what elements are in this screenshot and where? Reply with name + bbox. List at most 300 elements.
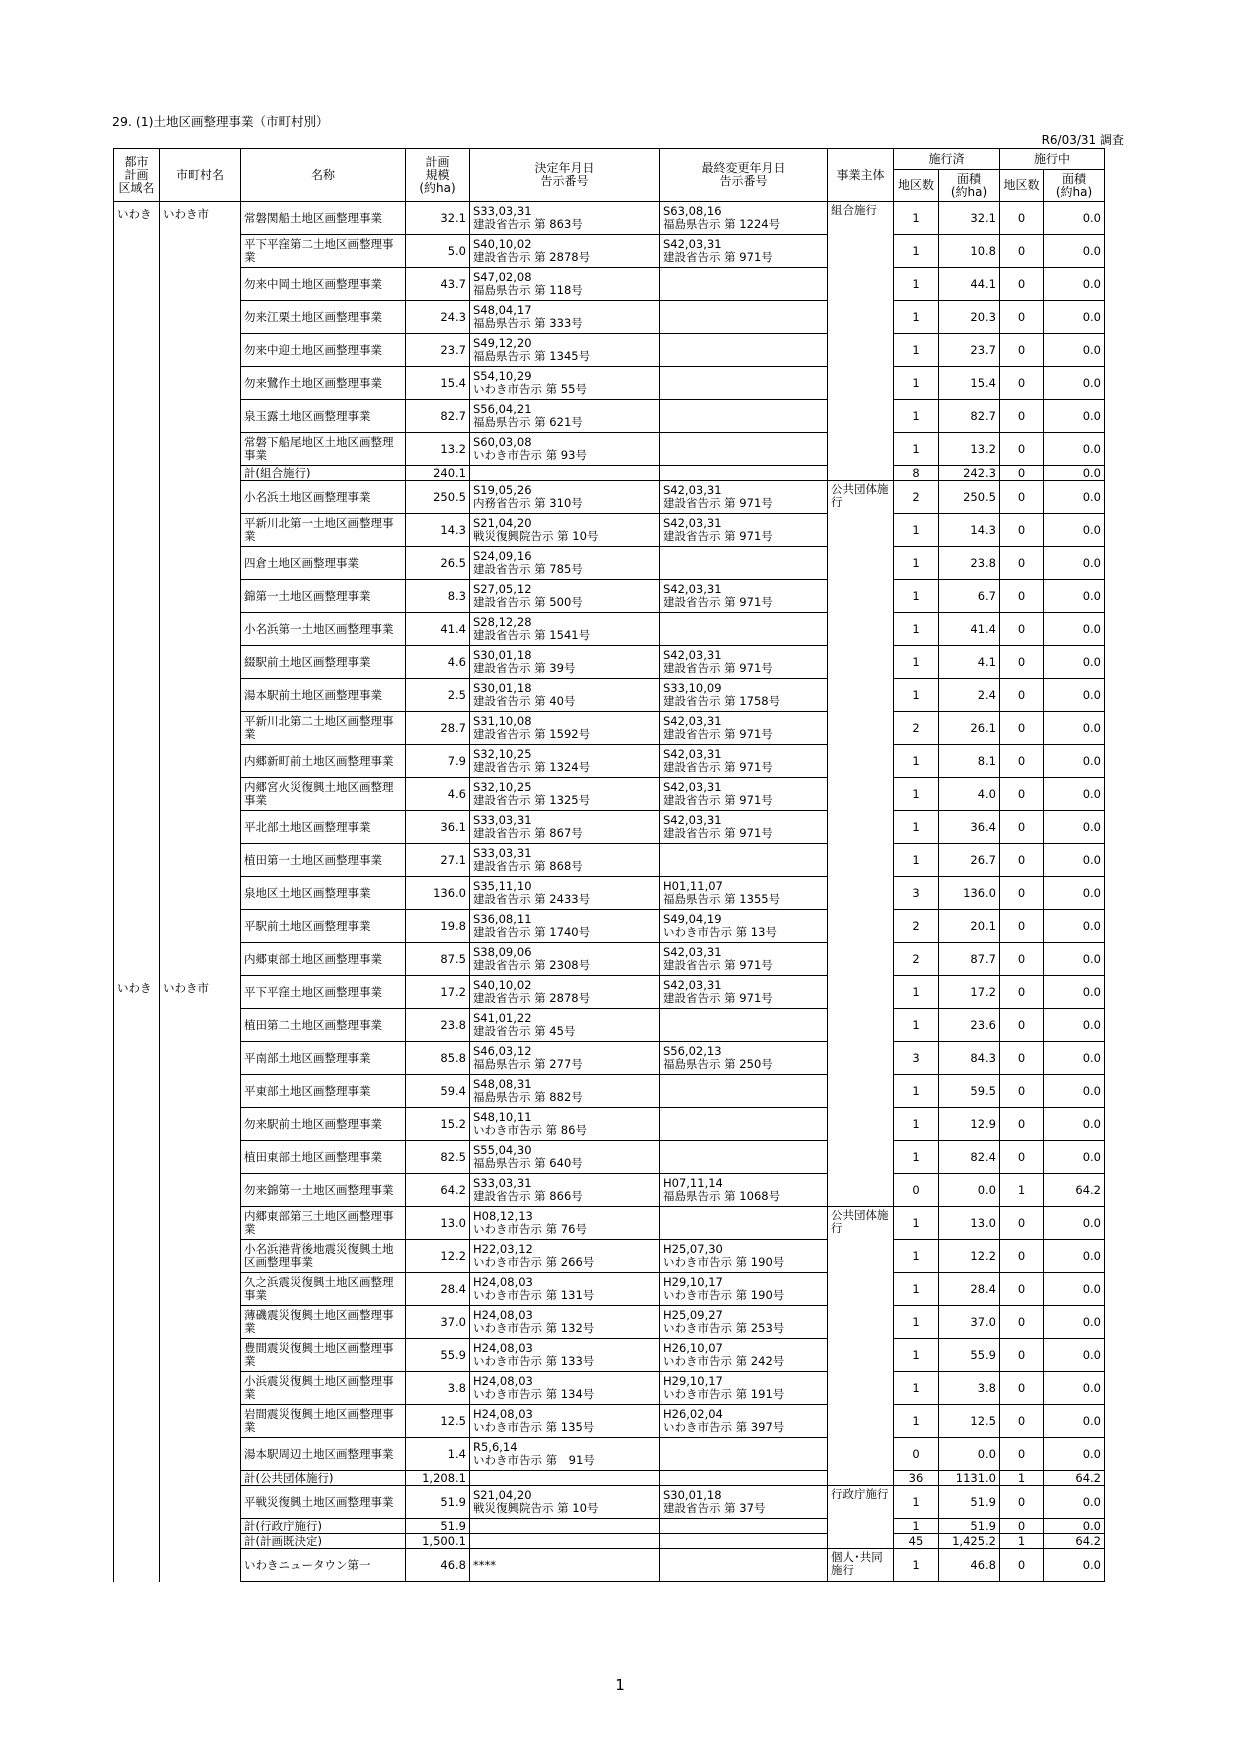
decision-notice: 建設省告示 第 1592号 (473, 727, 591, 741)
last-change-notice: 建設省告示 第 1758号 (663, 694, 781, 708)
done-count: 1 (894, 367, 939, 400)
last-change-notice: 福島県告示 第 1068号 (663, 1189, 781, 1203)
last-change-date: H25,09,27 (663, 1308, 723, 1322)
plan-scale: 55.9 (406, 1339, 470, 1372)
header-done-count: 地区数 (894, 170, 939, 202)
decision-cell (470, 235, 660, 268)
ongoing-count: 0 (1000, 1306, 1044, 1339)
done-area: 23.6 (939, 1009, 1000, 1042)
decision-cell (470, 547, 660, 580)
done-count: 45 (894, 1534, 939, 1549)
done-area: 46.8 (939, 1549, 1000, 1582)
last-change-date: S42,03,31 (663, 945, 722, 959)
decision-notice: 建設省告示 第 868号 (473, 859, 583, 873)
plan-scale: 23.7 (406, 334, 470, 367)
decision-notice: **** (473, 1557, 496, 1572)
table-row (114, 547, 1105, 580)
decision-date: S30,01,18 (473, 648, 532, 662)
decision-notice: 建設省告示 第 866号 (473, 1189, 583, 1203)
decision-notice: いわき市告示 第 266号 (473, 1255, 595, 1269)
decision-cell (470, 778, 660, 811)
decision-notice: 建設省告示 第 45号 (473, 1024, 576, 1038)
last-change-notice: 福島県告示 第 1224号 (663, 217, 781, 231)
done-count: 1 (894, 1207, 939, 1240)
done-count: 1 (894, 679, 939, 712)
decision-cell (470, 976, 660, 1009)
table-row (114, 235, 1105, 268)
project-name: 内郷宮火災復興土地区画整理事業 (241, 778, 406, 811)
last-change-notice: いわき市告示 第 190号 (663, 1255, 785, 1269)
last-change-cell (660, 1141, 828, 1174)
ongoing-area: 0.0 (1044, 433, 1105, 466)
ongoing-area: 0.0 (1044, 1075, 1105, 1108)
last-change-cell (660, 580, 828, 613)
ongoing-area: 0.0 (1044, 844, 1105, 877)
ongoing-count: 0 (1000, 1009, 1044, 1042)
decision-notice: 建設省告示 第 40号 (473, 694, 576, 708)
decision-notice: いわき市告示 第 76号 (473, 1222, 587, 1236)
ongoing-area: 64.2 (1044, 1471, 1105, 1486)
plan-scale: 17.2 (406, 976, 470, 1009)
ongoing-area: 0.0 (1044, 1405, 1105, 1438)
ongoing-area: 0.0 (1044, 235, 1105, 268)
done-count: 1 (894, 547, 939, 580)
done-count: 1 (894, 433, 939, 466)
last-change-cell (660, 1486, 828, 1519)
header-entity: 事業主体 (828, 149, 894, 202)
project-name: 小名浜土地区画整理事業 (241, 481, 406, 514)
project-name: 平駅前土地区画整理事業 (241, 910, 406, 943)
project-name: 計(行政庁施行) (241, 1519, 406, 1534)
decision-cell (470, 1108, 660, 1141)
decision-cell (470, 1339, 660, 1372)
project-name: 泉玉露土地区画整理事業 (241, 400, 406, 433)
decision-notice: 福島県告示 第 333号 (473, 316, 583, 330)
area-cell: いわき (114, 976, 160, 1582)
ongoing-count: 0 (1000, 433, 1044, 466)
decision-cell (470, 580, 660, 613)
done-area: 26.7 (939, 844, 1000, 877)
ongoing-area: 0.0 (1044, 1519, 1105, 1534)
header-last-change: 最終変更年月日 告示番号 (660, 149, 828, 202)
last-change-cell (660, 712, 828, 745)
decision-notice: 建設省告示 第 1325号 (473, 793, 591, 807)
project-name: 泉地区土地区画整理事業 (241, 877, 406, 910)
done-count: 1 (894, 1240, 939, 1273)
area-cell: いわき (114, 202, 160, 976)
ongoing-count: 0 (1000, 1486, 1044, 1519)
decision-date: H08,12,13 (473, 1209, 533, 1223)
plan-scale: 36.1 (406, 811, 470, 844)
plan-scale: 26.5 (406, 547, 470, 580)
decision-date: S60,03,08 (473, 435, 532, 449)
plan-scale: 250.5 (406, 481, 470, 514)
decision-cell (470, 877, 660, 910)
project-name: 内郷新町前土地区画整理事業 (241, 745, 406, 778)
entity-cell: 個人･共同施行 (828, 1549, 894, 1582)
last-change-cell (660, 1438, 828, 1471)
last-change-cell (660, 400, 828, 433)
header-done: 施行済 (894, 149, 1000, 170)
decision-notice: 内務省告示 第 310号 (473, 496, 583, 510)
plan-scale: 4.6 (406, 778, 470, 811)
decision-notice: 建設省告示 第 785号 (473, 562, 583, 576)
table-row (114, 1174, 1105, 1207)
ongoing-area: 0.0 (1044, 745, 1105, 778)
done-area: 17.2 (939, 976, 1000, 1009)
decision-date: H24,08,03 (473, 1374, 533, 1388)
plan-scale: 1,500.1 (406, 1534, 470, 1549)
table-row (114, 514, 1105, 547)
project-name: 平新川北第一土地区画整理事業 (241, 514, 406, 547)
last-change-date: S42,03,31 (663, 813, 722, 827)
decision-cell (470, 433, 660, 466)
decision-cell (470, 1207, 660, 1240)
decision-date: S46,03,12 (473, 1044, 532, 1058)
last-change-cell (660, 367, 828, 400)
project-name: 勿来江栗土地区画整理事業 (241, 301, 406, 334)
last-change-cell (660, 202, 828, 235)
decision-date: H24,08,03 (473, 1308, 533, 1322)
ongoing-area: 0.0 (1044, 1240, 1105, 1273)
decision-cell (470, 844, 660, 877)
decision-cell (470, 334, 660, 367)
decision-cell (470, 466, 660, 481)
decision-notice: いわき市告示 第 91号 (473, 1453, 595, 1467)
decision-cell (470, 613, 660, 646)
done-area: 32.1 (939, 202, 1000, 235)
ongoing-area: 0.0 (1044, 1009, 1105, 1042)
done-count: 36 (894, 1471, 939, 1486)
done-area: 41.4 (939, 613, 1000, 646)
table-row (114, 745, 1105, 778)
decision-date: R5,6,14 (473, 1440, 518, 1454)
table-row (114, 367, 1105, 400)
table-row (114, 466, 1105, 481)
ongoing-area: 0.0 (1044, 1273, 1105, 1306)
land-readjustment-table (113, 148, 1105, 1582)
plan-scale: 1.4 (406, 1438, 470, 1471)
project-name: 常磐下船尾地区土地区画整理事業 (241, 433, 406, 466)
done-area: 44.1 (939, 268, 1000, 301)
ongoing-area: 0.0 (1044, 1549, 1105, 1582)
last-change-notice: 建設省告示 第 971号 (663, 529, 773, 543)
last-change-cell (660, 910, 828, 943)
decision-cell (470, 1306, 660, 1339)
project-name: 計(組合施行) (241, 466, 406, 481)
survey-date: R6/03/31 調査 (1041, 133, 1124, 147)
last-change-notice: 建設省告示 第 37号 (663, 1501, 766, 1515)
done-count: 2 (894, 943, 939, 976)
done-area: 51.9 (939, 1519, 1000, 1534)
table-row (114, 481, 1105, 514)
ongoing-count: 0 (1000, 679, 1044, 712)
plan-scale: 41.4 (406, 613, 470, 646)
project-name: 勿来鷺作土地区画整理事業 (241, 367, 406, 400)
last-change-cell (660, 646, 828, 679)
done-area: 23.8 (939, 547, 1000, 580)
ongoing-area: 0.0 (1044, 877, 1105, 910)
decision-cell (470, 811, 660, 844)
plan-scale: 27.1 (406, 844, 470, 877)
decision-date: S33,03,31 (473, 813, 532, 827)
last-change-cell (660, 1042, 828, 1075)
decision-cell (470, 202, 660, 235)
ongoing-count: 0 (1000, 514, 1044, 547)
project-name: 平東部土地区画整理事業 (241, 1075, 406, 1108)
ongoing-area: 0.0 (1044, 778, 1105, 811)
entity-cell: 公共団体施行 (828, 481, 894, 1207)
project-name: 平下平窪土地区画整理事業 (241, 976, 406, 1009)
decision-date: H24,08,03 (473, 1341, 533, 1355)
last-change-cell (660, 466, 828, 481)
done-area: 0.0 (939, 1438, 1000, 1471)
last-change-cell (660, 844, 828, 877)
done-area: 1131.0 (939, 1471, 1000, 1486)
last-change-cell (660, 1108, 828, 1141)
ongoing-count: 0 (1000, 811, 1044, 844)
table-row (114, 1009, 1105, 1042)
ongoing-count: 0 (1000, 367, 1044, 400)
ongoing-area: 0.0 (1044, 1486, 1105, 1519)
entity-cell: 組合施行 (828, 202, 894, 481)
plan-scale: 12.2 (406, 1240, 470, 1273)
decision-cell (470, 1486, 660, 1519)
done-count: 3 (894, 877, 939, 910)
ongoing-count: 0 (1000, 877, 1044, 910)
last-change-date: H29,10,17 (663, 1275, 723, 1289)
last-change-notice: いわき市告示 第 190号 (663, 1288, 785, 1302)
done-area: 3.8 (939, 1372, 1000, 1405)
done-count: 1 (894, 613, 939, 646)
done-area: 1,425.2 (939, 1534, 1000, 1549)
plan-scale: 28.4 (406, 1273, 470, 1306)
ongoing-area: 0.0 (1044, 679, 1105, 712)
project-name: 湯本駅周辺土地区画整理事業 (241, 1438, 406, 1471)
done-count: 1 (894, 844, 939, 877)
plan-scale: 37.0 (406, 1306, 470, 1339)
ongoing-area: 0.0 (1044, 1306, 1105, 1339)
table-row (114, 679, 1105, 712)
table-row (114, 400, 1105, 433)
decision-cell (470, 1075, 660, 1108)
project-name: 久之浜震災復興土地区画整理事業 (241, 1273, 406, 1306)
last-change-notice: 建設省告示 第 971号 (663, 991, 773, 1005)
last-change-cell (660, 514, 828, 547)
ongoing-count: 0 (1000, 1339, 1044, 1372)
ongoing-count: 0 (1000, 268, 1044, 301)
table-row (114, 910, 1105, 943)
ongoing-area: 0.0 (1044, 976, 1105, 1009)
done-count: 1 (894, 514, 939, 547)
ongoing-area: 0.0 (1044, 1141, 1105, 1174)
plan-scale: 14.3 (406, 514, 470, 547)
decision-cell (470, 1438, 660, 1471)
done-count: 1 (894, 646, 939, 679)
ongoing-area: 0.0 (1044, 1438, 1105, 1471)
done-area: 36.4 (939, 811, 1000, 844)
last-change-cell (660, 1471, 828, 1486)
decision-date: S54,10,29 (473, 369, 532, 383)
header-done-area: 面積 (約ha) (939, 170, 1000, 202)
decision-date: S55,04,30 (473, 1143, 532, 1157)
table-row (114, 844, 1105, 877)
done-area: 10.8 (939, 235, 1000, 268)
ongoing-count: 0 (1000, 745, 1044, 778)
last-change-cell (660, 1009, 828, 1042)
done-count: 1 (894, 1108, 939, 1141)
ongoing-count: 0 (1000, 1042, 1044, 1075)
ongoing-count: 0 (1000, 613, 1044, 646)
last-change-cell (660, 613, 828, 646)
last-change-cell (660, 235, 828, 268)
done-count: 1 (894, 202, 939, 235)
done-count: 1 (894, 745, 939, 778)
ongoing-count: 0 (1000, 646, 1044, 679)
ongoing-count: 0 (1000, 202, 1044, 235)
done-area: 26.1 (939, 712, 1000, 745)
plan-scale: 12.5 (406, 1405, 470, 1438)
last-change-notice: 建設省告示 第 971号 (663, 958, 773, 972)
ongoing-count: 0 (1000, 547, 1044, 580)
decision-date: S40,10,02 (473, 978, 532, 992)
table-row (114, 646, 1105, 679)
project-name: 植田第一土地区画整理事業 (241, 844, 406, 877)
table-row (114, 811, 1105, 844)
done-area: 242.3 (939, 466, 1000, 481)
project-name: 平新川北第二土地区画整理事業 (241, 712, 406, 745)
plan-scale: 13.0 (406, 1207, 470, 1240)
done-area: 8.1 (939, 745, 1000, 778)
table-row (114, 301, 1105, 334)
last-change-cell (660, 1306, 828, 1339)
decision-cell (470, 1471, 660, 1486)
table-row (114, 1372, 1105, 1405)
last-change-cell (660, 268, 828, 301)
decision-notice: 福島県告示 第 277号 (473, 1057, 583, 1071)
ongoing-area: 0.0 (1044, 514, 1105, 547)
city-cell: いわき市 (160, 976, 241, 1582)
ongoing-area: 64.2 (1044, 1174, 1105, 1207)
decision-notice: 福島県告示 第 621号 (473, 415, 583, 429)
last-change-date: S42,03,31 (663, 648, 722, 662)
decision-notice: 福島県告示 第 1345号 (473, 349, 591, 363)
project-name: 計(公共団体施行) (241, 1471, 406, 1486)
last-change-cell (660, 301, 828, 334)
decision-notice: いわき市告示 第 135号 (473, 1420, 595, 1434)
ongoing-area: 0.0 (1044, 268, 1105, 301)
plan-scale: 28.7 (406, 712, 470, 745)
decision-notice: 福島県告示 第 118号 (473, 283, 583, 297)
table-row (114, 1534, 1105, 1549)
header-name: 名称 (241, 149, 406, 202)
done-area: 136.0 (939, 877, 1000, 910)
decision-date: S48,08,31 (473, 1077, 532, 1091)
last-change-notice: 建設省告示 第 971号 (663, 661, 773, 675)
ongoing-count: 0 (1000, 481, 1044, 514)
decision-cell (470, 1273, 660, 1306)
decision-notice: 建設省告示 第 1541号 (473, 628, 591, 642)
last-change-cell (660, 976, 828, 1009)
decision-date: H24,08,03 (473, 1275, 533, 1289)
done-area: 12.9 (939, 1108, 1000, 1141)
ongoing-area: 0.0 (1044, 811, 1105, 844)
done-count: 1 (894, 1273, 939, 1306)
project-name: 平南部土地区画整理事業 (241, 1042, 406, 1075)
ongoing-area: 0.0 (1044, 1372, 1105, 1405)
decision-cell (470, 301, 660, 334)
project-name: 薄磯震災復興土地区画整理事業 (241, 1306, 406, 1339)
ongoing-count: 0 (1000, 1549, 1044, 1582)
done-count: 1 (894, 334, 939, 367)
ongoing-count: 0 (1000, 1108, 1044, 1141)
decision-cell (470, 1141, 660, 1174)
last-change-date: S49,04,19 (663, 912, 722, 926)
done-count: 1 (894, 1339, 939, 1372)
table-row (114, 1207, 1105, 1240)
project-name: 四倉土地区画整理事業 (241, 547, 406, 580)
done-area: 14.3 (939, 514, 1000, 547)
done-count: 2 (894, 712, 939, 745)
plan-scale: 82.7 (406, 400, 470, 433)
last-change-date: H26,10,07 (663, 1341, 723, 1355)
project-name: 常磐関船土地区画整理事業 (241, 202, 406, 235)
ongoing-area: 0.0 (1044, 466, 1105, 481)
page-number: 1 (615, 1676, 625, 1694)
done-count: 1 (894, 1141, 939, 1174)
project-name: 小名浜港背後地震災復興土地区画整理事業 (241, 1240, 406, 1273)
ongoing-count: 0 (1000, 580, 1044, 613)
plan-scale: 24.3 (406, 301, 470, 334)
last-change-date: S42,03,31 (663, 978, 722, 992)
done-count: 3 (894, 1042, 939, 1075)
ongoing-count: 0 (1000, 235, 1044, 268)
last-change-cell (660, 811, 828, 844)
ongoing-area: 64.2 (1044, 1534, 1105, 1549)
decision-notice: 建設省告示 第 1324号 (473, 760, 591, 774)
last-change-date: S42,03,31 (663, 780, 722, 794)
ongoing-count: 0 (1000, 400, 1044, 433)
header-scale: 計画 規模 (約ha) (406, 149, 470, 202)
plan-scale: 3.8 (406, 1372, 470, 1405)
project-name: いわきニュータウン第一 (241, 1549, 406, 1582)
ongoing-area: 0.0 (1044, 1042, 1105, 1075)
done-area: 4.0 (939, 778, 1000, 811)
done-count: 2 (894, 910, 939, 943)
last-change-cell (660, 679, 828, 712)
done-count: 1 (894, 268, 939, 301)
decision-cell (470, 910, 660, 943)
plan-scale: 32.1 (406, 202, 470, 235)
plan-scale: 23.8 (406, 1009, 470, 1042)
done-count: 0 (894, 1438, 939, 1471)
done-area: 13.0 (939, 1207, 1000, 1240)
project-name: 平下平窪第二土地区画整理事業 (241, 235, 406, 268)
decision-notice: いわき市告示 第 132号 (473, 1321, 595, 1335)
plan-scale: 7.9 (406, 745, 470, 778)
project-name: 綴駅前土地区画整理事業 (241, 646, 406, 679)
ongoing-count: 1 (1000, 1471, 1044, 1486)
plan-scale: 82.5 (406, 1141, 470, 1174)
plan-scale: 8.3 (406, 580, 470, 613)
decision-date: S31,10,08 (473, 714, 532, 728)
plan-scale: 19.8 (406, 910, 470, 943)
ongoing-area: 0.0 (1044, 202, 1105, 235)
decision-cell (470, 745, 660, 778)
done-area: 82.4 (939, 1141, 1000, 1174)
last-change-cell (660, 433, 828, 466)
table-row (114, 1141, 1105, 1174)
